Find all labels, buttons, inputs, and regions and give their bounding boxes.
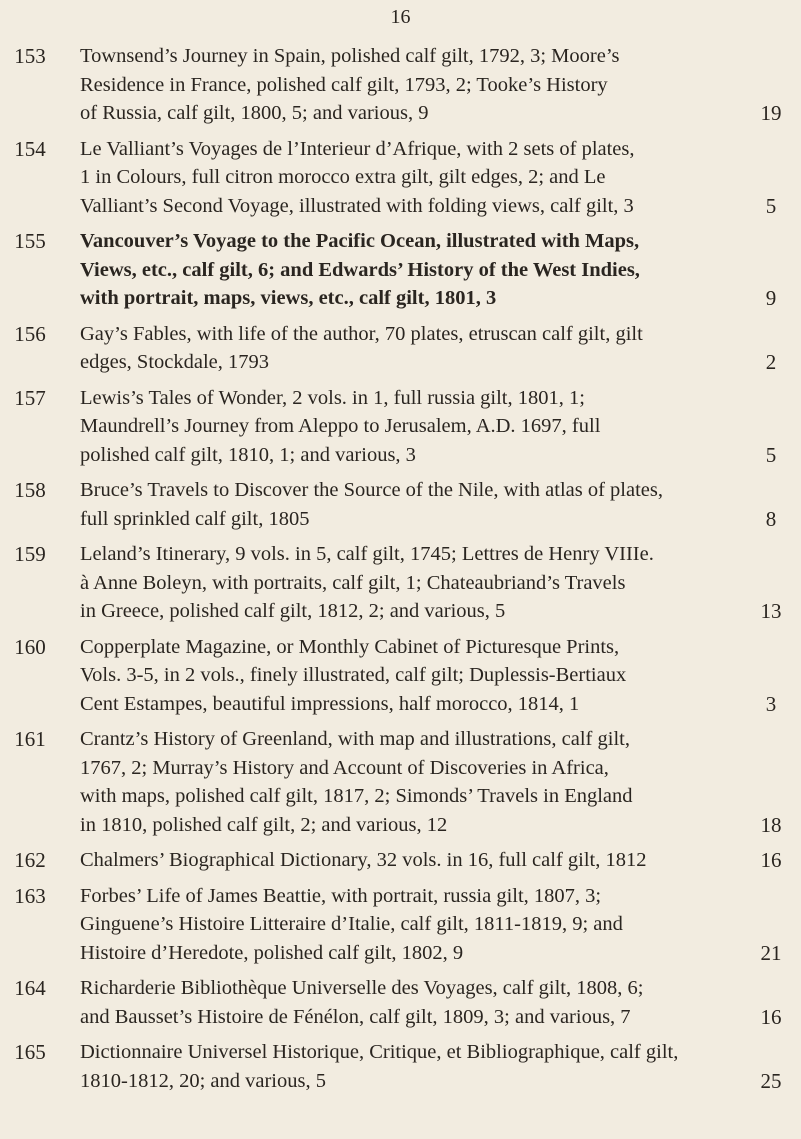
lot-price: 16 — [760, 848, 782, 872]
lot-number: 155 — [14, 229, 46, 253]
lot-description — [80, 882, 725, 968]
lot-description-line: Forbes’ Life of James Beattie, with portrait, russia gilt, 1807, 3; — [80, 884, 602, 907]
lot-entry — [0, 974, 801, 1031]
lot-description-line: Lewis’s Tales of Wonder, 2 vols. in 1, full russia gilt, 1801, 1; — [80, 386, 585, 409]
lot-number: 161 — [14, 727, 46, 751]
lot-description-line: Richarderie Bibliothèque Universelle des Voyages, calf gilt, 1808, 6; — [80, 977, 644, 999]
lot-price: 21 — [760, 940, 782, 965]
lot-number: 164 — [14, 976, 46, 1000]
lot-description — [80, 633, 725, 719]
lot-price: 2 — [765, 350, 777, 374]
lot-price: 9 — [765, 286, 777, 310]
lot-price: 8 — [765, 506, 777, 531]
lot-description-line: à Anne Boleyn, with portraits, calf gilt, 1; Chateaubriand’s Travels — [80, 571, 626, 594]
lot-description-line: with portrait, maps, views, etc., calf gilt, 1801, 3 — [80, 287, 497, 309]
lot-description — [80, 540, 725, 626]
lot-description-line: Leland’s Itinerary, 9 vols. in 5, calf gilt, 1745; Lettres de Henry VIIIe. — [80, 543, 654, 565]
lot-description-line: Ginguene’s Histoire Litteraire d’Italie, calf gilt, 1811-1819, 9; and — [80, 913, 623, 935]
lot-description — [80, 320, 725, 377]
lot-description-line: full sprinkled calf gilt, 1805 — [80, 507, 310, 530]
lot-description-line: and Bausset’s Histoire de Fénélon, calf gilt, 1809, 3; and various, 7 — [80, 1005, 631, 1028]
lot-price: 25 — [760, 1068, 782, 1093]
lot-number: 163 — [14, 883, 46, 908]
lot-number: 165 — [14, 1040, 46, 1064]
lot-description — [80, 725, 725, 839]
lot-description-line: Valliant’s Second Voyage, illustrated with folding views, calf gilt, 3 — [80, 194, 634, 217]
lot-entry — [0, 384, 801, 470]
lot-description-line: in 1810, polished calf gilt, 2; and various, 12 — [80, 813, 448, 836]
lot-description-line: with maps, polished calf gilt, 1817, 2; Simonds’ Travels in England — [80, 785, 633, 807]
lot-description-line: edges, Stockdale, 1793 — [80, 351, 270, 373]
lot-description-line: Copperplate Magazine, or Monthly Cabinet of Picturesque Prints, — [80, 635, 620, 658]
lot-number: 158 — [14, 478, 46, 502]
lot-price: 5 — [765, 442, 777, 467]
lot-description-line: 1767, 2; Murray’s History and Account of Discoveries in Africa, — [80, 756, 609, 779]
lot-description-line: of Russia, calf gilt, 1800, 5; and various, 9 — [80, 102, 429, 124]
page-number: 16 — [390, 6, 411, 28]
lot-description-line: Crantz’s History of Greenland, with map and illustrations, calf gilt, — [80, 728, 630, 750]
lot-description — [80, 227, 725, 313]
lot-entry — [0, 1038, 801, 1095]
lot-description-line: Histoire d’Heredote, polished calf gilt, 1802, 9 — [80, 941, 464, 964]
lot-number: 162 — [14, 848, 46, 872]
lot-description-line: Townsend’s Journey in Spain, polished calf gilt, 1792, 3; Moore’s — [80, 45, 620, 67]
lot-description — [80, 974, 725, 1031]
lot-description-line: in Greece, polished calf gilt, 1812, 2; and various, 5 — [80, 600, 506, 622]
lot-description-line: Vols. 3-5, in 2 vols., finely illustrated, calf gilt; Duplessis-Bertiaux — [80, 664, 627, 686]
lot-description-line: Views, etc., calf gilt, 6; and Edwards’ History of the West Indies, — [80, 258, 640, 281]
lot-description-line: Maundrell’s Journey from Aleppo to Jerusalem, A.D. 1697, full — [80, 415, 601, 437]
lot-number: 157 — [14, 385, 46, 410]
lot-description — [80, 1038, 725, 1095]
lot-description-line: Cent Estampes, beautiful impressions, half morocco, 1814, 1 — [80, 692, 580, 715]
lot-entry — [0, 540, 801, 626]
lot-description-line: Dictionnaire Universel Historique, Critique, et Bibliographique, calf gilt, — [80, 1041, 679, 1063]
lot-description-line: polished calf gilt, 1810, 1; and various, 3 — [80, 443, 416, 466]
lot-description-line: Chalmers’ Biographical Dictionary, 32 vols. in 16, full calf gilt, 1812 — [80, 849, 647, 871]
lot-entry — [0, 846, 801, 875]
lot-number: 154 — [14, 136, 46, 161]
lot-description-line: Residence in France, polished calf gilt, 1793, 2; Tooke’s History — [80, 73, 608, 96]
lot-entry — [0, 227, 801, 313]
lot-number: 153 — [14, 44, 46, 68]
lot-entry — [0, 135, 801, 221]
lot-entry — [0, 320, 801, 377]
lot-entry — [0, 882, 801, 968]
lot-price: 5 — [765, 193, 777, 218]
lot-description-line: 1810-1812, 20; and various, 5 — [80, 1069, 326, 1092]
lot-list — [0, 42, 801, 1102]
lot-description — [80, 42, 725, 128]
lot-entry — [0, 725, 801, 839]
lot-number: 156 — [14, 321, 46, 346]
lot-number: 160 — [14, 634, 46, 659]
lot-description-line: Bruce’s Travels to Discover the Source of the Nile, with atlas of plates, — [80, 479, 663, 501]
lot-description-line: 1 in Colours, full citron morocco extra gilt, gilt edges, 2; and Le — [80, 166, 606, 188]
lot-entry — [0, 42, 801, 128]
lot-description-line: Vancouver’s Voyage to the Pacific Ocean, illustrated with Maps, — [80, 230, 640, 252]
lot-number: 159 — [14, 542, 46, 566]
lot-description — [80, 846, 725, 875]
lot-price: 18 — [760, 812, 782, 837]
lot-description — [80, 476, 725, 533]
lot-description — [80, 135, 725, 221]
lot-price: 16 — [760, 1004, 782, 1029]
lot-entry — [0, 476, 801, 533]
lot-description — [80, 384, 725, 470]
lot-price: 13 — [760, 599, 782, 623]
lot-entry — [0, 633, 801, 719]
lot-description-line: Le Valliant’s Voyages de l’Interieur d’Afrique, with 2 sets of plates, — [80, 137, 635, 160]
lot-description-line: Gay’s Fables, with life of the author, 70 plates, etruscan calf gilt, gilt — [80, 322, 643, 345]
lot-price: 19 — [760, 101, 782, 125]
lot-price: 3 — [765, 691, 777, 716]
